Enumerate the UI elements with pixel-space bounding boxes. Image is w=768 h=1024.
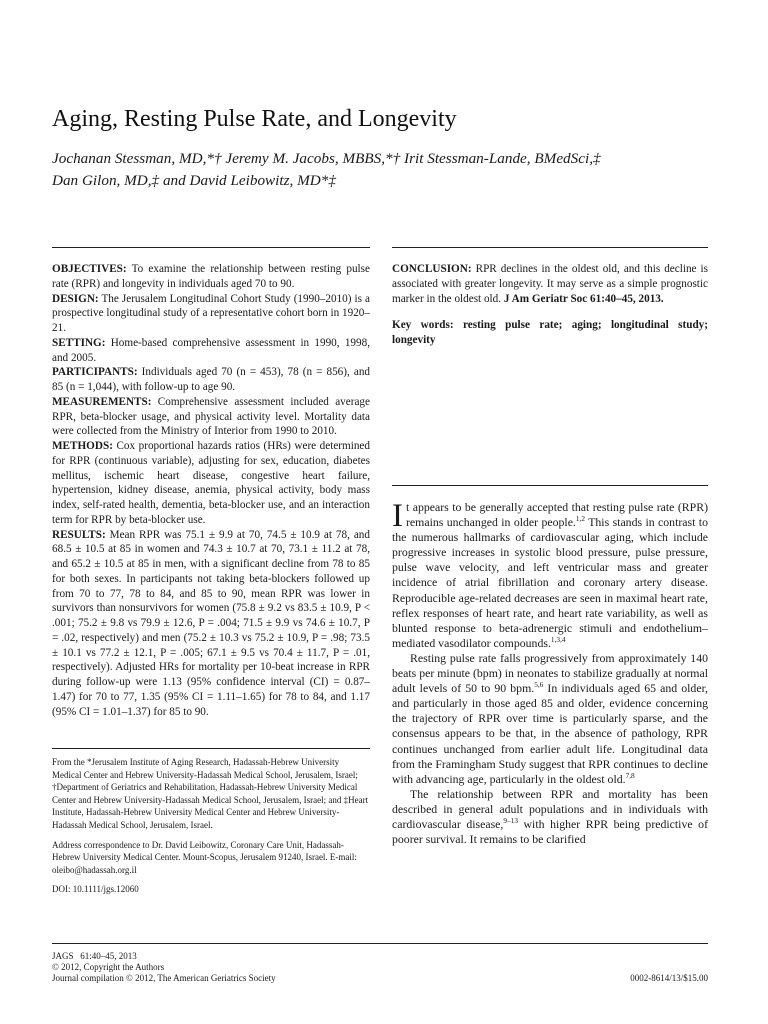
copyright-authors: © 2012, Copyright the Authors bbox=[52, 962, 165, 973]
abstract-setting: SETTING: Home-based comprehensive assessment in 1990, 1998, and 2005. bbox=[52, 336, 370, 364]
article-notes bbox=[52, 756, 370, 903]
body-paragraph: It appears to be generally accepted that resting pulse rate (RPR) remains unchanged in older people.$^{1,2}$ This stands in contrast to the numerous hallmarks of cardiovascular aging, which include progressive increases in systolic blood pressure, pulse pressure, pulse wave velocity, and left ventricular mass and greater incidence of atrial fibrillation and coronary artery disease. Reproducible age-related decreases are seen in maximal heart rate, reflex responses of heart rate, and heart rate variability, as well as blunted response to beta-adrenergic stimuli and endothelium–mediated vasodilator compounds.$^{1,3,4}$ bbox=[392, 498, 708, 650]
key-words: Key words: resting pulse rate; aging; longitudinal study; longevity bbox=[392, 319, 709, 346]
issn-price: 0002-8614/13/$15.00 bbox=[630, 973, 708, 983]
abstract-results: RESULTS: Mean RPR was 75.1 ± 9.9 at 70, 74.5 ± 10.9 at 78, and 68.5 ± 10.5 at 85 in women and 74.3 ± 10.7 at 70, 73.1 ± 11.2 at 78, and 65.2 ± 10.5 at 85 in men, with a significant decline from 78 to 85 for both sexes. In participants not taking beta-blockers followed up from 70 to 77, 78 to 84, and 85 to 90, mean RPR was lower in survivors than nonsurvivors for women (75.8 ± 9.2 vs 83.5 ± 10.9, P < .001; 75.2 ± 9.8 vs 79.9 ± 12.6, P = .004; 71.5 ± 9.9 vs 74.6 ± 10.7, P = .02, respectively) and men (75.2 ± 10.3 vs 75.2 ± 10.9, P = .98; 73.5 ± 10.1 vs 77.2 ± 12.1, P = .005; 67.1 ± 9.5 vs 70.4 ± 11.7, P = .01, respectively). Adjusted HRs for mortality per 10-beat increase in RPR during follow-up were 1.13 (95% confidence interval (CI) = 0.87–1.47) for 70 to 77, 1.35 (95% CI = 1.11–1.65) for 78 to 84, and 1.17 (95% CI = 1.01–1.37) for 85 to 90. bbox=[52, 528, 370, 718]
conclusion-label: CONCLUSION: bbox=[392, 263, 472, 275]
objectives-label: OBJECTIVES: bbox=[52, 263, 127, 275]
abstract-conclusion: CONCLUSION: RPR declines in the oldest old, and this decline is associated with greater longevity. It may serve as a simple prognostic marker in the oldest old. J Am Geriatr Soc 61:40–45, 2013. bbox=[392, 263, 708, 305]
journal-footer bbox=[52, 951, 276, 985]
abstract-right-column bbox=[392, 262, 708, 348]
authors-line-1: Jochanan Stessman, MD,*† Jeremy M. Jacobs, MBBS,*† Irit Stessman-Lande, BMedSci,‡ bbox=[52, 150, 601, 167]
correspondence: Address correspondence to Dr. David Leibowitz, Coronary Care Unit, Hadassah-Hebrew University Medical Center. Mount-Scopus, Jerusalem 91240, Israel. E-mail: oleibo@hadassah.org.il bbox=[52, 839, 357, 875]
abstract-bottom-rule bbox=[392, 485, 708, 486]
key-words-label: Key words: bbox=[392, 319, 454, 332]
abstract-design: DESIGN: The Jerusalem Longitudinal Cohort Study (1990–2010) is a prospective longitudinal study of a representative cohort born in 1920–21. bbox=[52, 292, 370, 334]
affiliations: From the *Jerusalem Institute of Aging Research, Hadassah-Hebrew University Medical Center and Hebrew University-Hadassah Medical School, Jerusalem, Israel; †Department of Geriatrics and Rehabilitation, Hadassah-Hebrew University Medical Center and Hebrew University-Hadassah Medical School, Jerusalem, Israel; and ‡Heart Institute, Hadassah-Hebrew University Medical Center and Hebrew University-Hadassah Medical School, Jerusalem, Israel. bbox=[52, 757, 369, 830]
setting-label: SETTING: bbox=[52, 336, 106, 349]
journal-issue: JAGS 61:40–45, 2013 bbox=[52, 951, 137, 961]
abstract-top-rule bbox=[52, 247, 370, 248]
abstract-top-rule-right bbox=[392, 247, 708, 248]
copyright-society: Journal compilation © 2012, The American Geriatrics Society bbox=[52, 973, 276, 984]
design-label: DESIGN: bbox=[52, 292, 99, 305]
methods-label: METHODS: bbox=[52, 440, 113, 452]
journal-citation: J Am Geriatr Soc 61:40–45, 2013. bbox=[503, 292, 664, 305]
abstract-left-column bbox=[52, 262, 370, 719]
abstract-objectives: OBJECTIVES: To examine the relationship between resting pulse rate (RPR) and longevity in individuals aged 70 to 90. bbox=[52, 263, 370, 290]
abstract-participants: PARTICIPANTS: Individuals aged 70 (n = 453), 78 (n = 856), and 85 (n = 1,044), with follow-up to age 90. bbox=[52, 366, 371, 393]
measurements-label: MEASUREMENTS: bbox=[52, 395, 152, 408]
doi: DOI: 10.1111/jgs.12060 bbox=[52, 884, 139, 895]
body-paragraph: Resting pulse rate falls progressively from approximately 140 beats per minute (bpm) in neonates to stabilize gradually at normal adult levels of 50 to 90 bpm.$^{5,6}$ In individuals aged 65 and older, and particularly in those aged 85 and older, evidence concerning the trajectory of RPR over time is particularly sparse, and the consensus appears to be that, in the absence of pathology, RPR continues unchanged from earlier adult life. Longitudinal data from the Framingham Study suggest that RPR continues to decline with advancing age, particularly in the oldest old.$^{7,8}$ bbox=[392, 650, 708, 786]
author-list bbox=[52, 148, 732, 192]
footer-rule bbox=[52, 943, 708, 944]
abstract-methods: METHODS: Cox proportional hazards ratios (HRs) were determined for RPR (continuous variable), adjusting for sex, education, diabetes mellitus, ischemic heart disease, congestive heart failure, hypertension, kidney disease, anemia, physical activity, body mass index, self-rated health, dementia, beta-blocker use, and an interaction term for RPR by beta-blocker use. bbox=[52, 440, 370, 526]
body-paragraph: The relationship between RPR and mortality has been described in general adult populations and in individuals with cardiovascular disease,$^{9-13}$ with higher RPR being predictive of poorer survival. It remains to be clarified bbox=[392, 786, 708, 847]
article-title: Aging, Resting Pulse Rate, and Longevity bbox=[52, 106, 457, 132]
abstract-measurements: MEASUREMENTS: Comprehensive assessment included average RPR, beta-blocker usage, and physical activity level. Mortality data were collected from the Ministry of Interior from 1990 to 2010. bbox=[52, 395, 370, 438]
participants-label: PARTICIPANTS: bbox=[52, 366, 138, 379]
authors-line-2: Dan Gilon, MD,‡ and David Leibowitz, MD*‡ bbox=[52, 172, 336, 189]
results-label: RESULTS: bbox=[52, 528, 106, 541]
drop-cap: I bbox=[392, 498, 403, 534]
introduction-text bbox=[392, 500, 708, 847]
footnote-rule bbox=[52, 748, 370, 749]
